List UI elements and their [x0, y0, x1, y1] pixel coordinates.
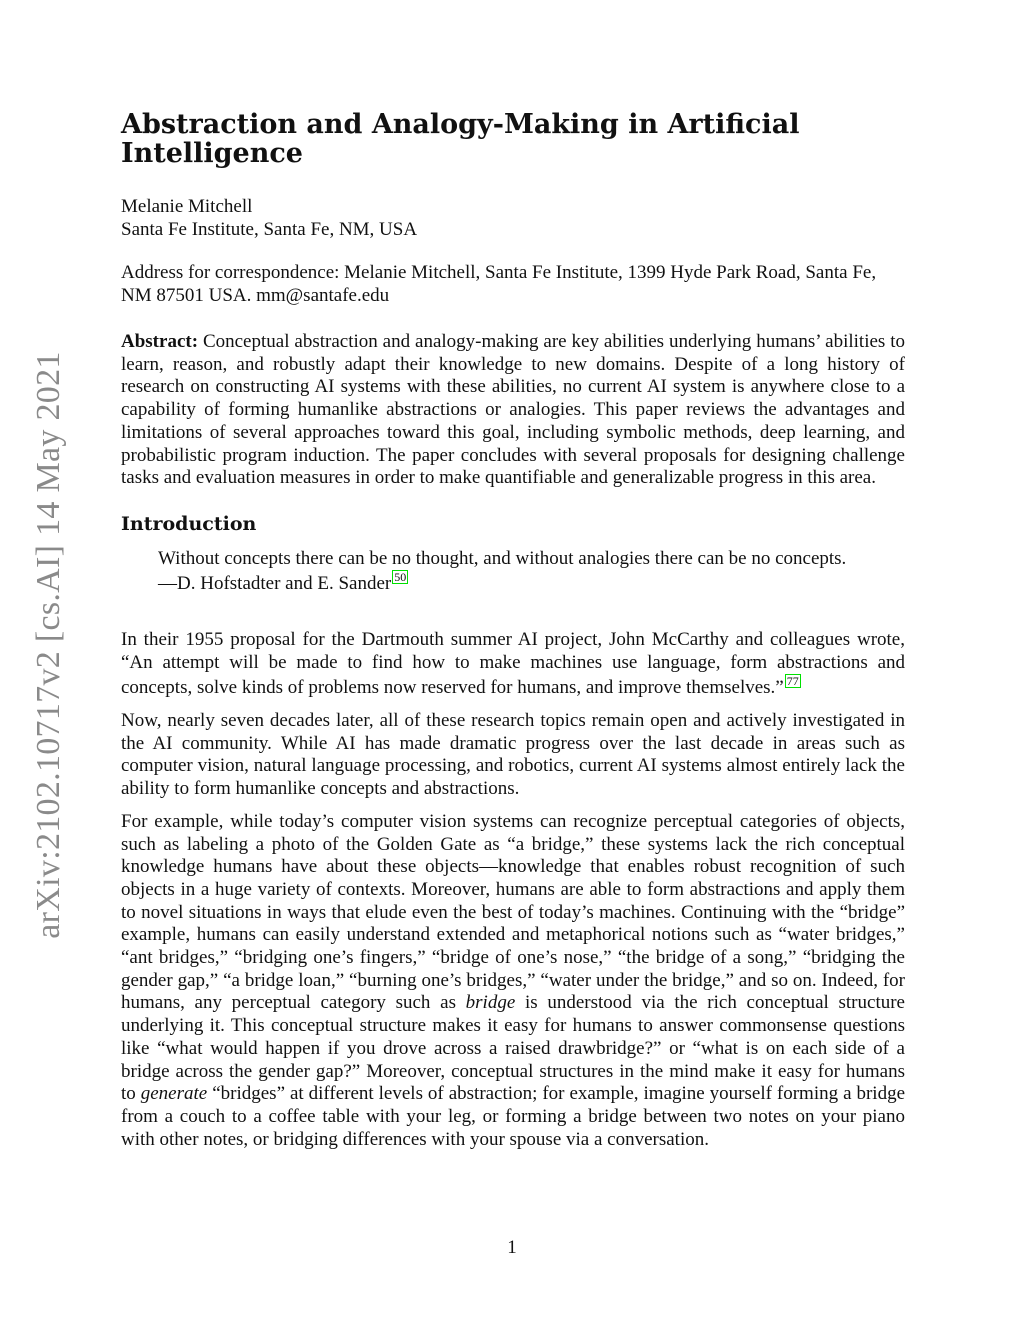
- emphasis-generate: generate: [140, 1083, 208, 1105]
- paragraph-text: “bridges” at different levels of abstraction; for example, imagine yourself forming a bridge from a couch to a coffee table with your leg, or forming a bridge between two notes on your piano with other notes, or bridging differences with your spouse via a conversation.: [121, 1083, 906, 1150]
- epigraph: [158, 547, 905, 595]
- paragraph-text: Now, nearly seven decades later, all of these research topics remain open and actively investigated in the AI community. While AI has made dramatic progress over the last decade in areas such as computer vision, natural language processing, and robotics, current AI systems almost entirely lack the ability to form humanlike concepts and abstractions.: [121, 710, 905, 800]
- abstract-text: Conceptual abstraction and analogy-making are key abilities underlying humans’ abilities to learn, reason, and robustly adapt their knowledge to new domains. Despite of a long history of research on constructing AI systems with these abilities, no current AI system is anywhere close to a capability of forming humanlike abstractions or analogies. This paper reviews the advantages and limitations of several approaches toward this goal, including symbolic methods, deep learning, and probabilistic program induction. The paper concludes with several proposals for designing challenge tasks and evaluation measures in order to make quantifiable and generalizable progress in this area.: [121, 331, 905, 489]
- arxiv-identifier: arXiv:2102.10717v2 [cs.AI] 14 May 2021: [30, 351, 67, 939]
- paper-title: Abstraction and Analogy-Making in Artificial Intelligence: [121, 109, 800, 169]
- paragraph-bridge-example: [121, 811, 905, 1152]
- epigraph-attribution: —D. Hofstadter and E. Sander: [158, 572, 392, 594]
- citation-link[interactable]: 50: [394, 569, 407, 584]
- paper-page: [121, 110, 905, 1151]
- paragraph-seven-decades: [121, 710, 905, 801]
- abstract: [121, 331, 905, 490]
- paragraph-text: is understood via the rich conceptual structure underlying it. This conceptual structure makes it easy for humans to answer commonsense questions like “what would happen if you drove across a raised drawbridge?” or “what is on each side of a bridge across the gender gap?” Moreover, conceptual structures in the mind make it easy for humans to: [121, 992, 905, 1105]
- correspondence-address: Address for correspondence: Melanie Mitchell, Santa Fe Institute, 1399 Hyde Park Road, Santa Fe, NM 87501 USA. mm@santafe.edu: [121, 262, 877, 306]
- emphasis-bridge: bridge: [465, 992, 516, 1014]
- abstract-label: Abstract:: [121, 331, 199, 352]
- citation-link[interactable]: 77: [786, 674, 799, 689]
- paragraph-dartmouth: [121, 629, 905, 700]
- author-affiliation: Santa Fe Institute, Santa Fe, NM, USA: [121, 219, 418, 240]
- page-number: 1: [507, 1237, 517, 1258]
- author-name: Melanie Mitchell: [121, 196, 253, 217]
- epigraph-attribution-line: [158, 570, 905, 595]
- author-block: [121, 195, 905, 241]
- epigraph-quote: Without concepts there can be no thought, and without analogies there can be no concepts.: [158, 547, 847, 569]
- section-heading-introduction: Introduction: [121, 512, 257, 535]
- paragraph-text: In their 1955 proposal for the Dartmouth summer AI project, John McCarthy and colleagues wrote, “An attempt will be made to find how to make machines use language, form abstractions and concepts, solve kinds of problems now reserved for humans, and improve themselves.”: [121, 628, 905, 699]
- paragraph-text: For example, while today’s computer vision systems can recognize perceptual categories of objects, such as labeling a photo of the Golden Gate as “a bridge,” these systems lack the rich conceptual knowledge humans have about these objects—knowledge that enables robust recognition of such objects in a huge variety of contexts. Moreover, humans are able to form abstractions and apply them to novel situations in ways that elude even the best of today’s machines. Continuing with the “bridge” example, humans can easily understand extended and metaphorical notions such as “water bridges,” “ant bridges,” “bridging one’s fingers,” “bridge of one’s nose,” “the bridge of a song,” “bridging the gender gap,” “a bridge loan,” “burning one’s bridges,” “water under the bridge,” and so on. Indeed, for humans, any perceptual category such as: [121, 810, 905, 1014]
